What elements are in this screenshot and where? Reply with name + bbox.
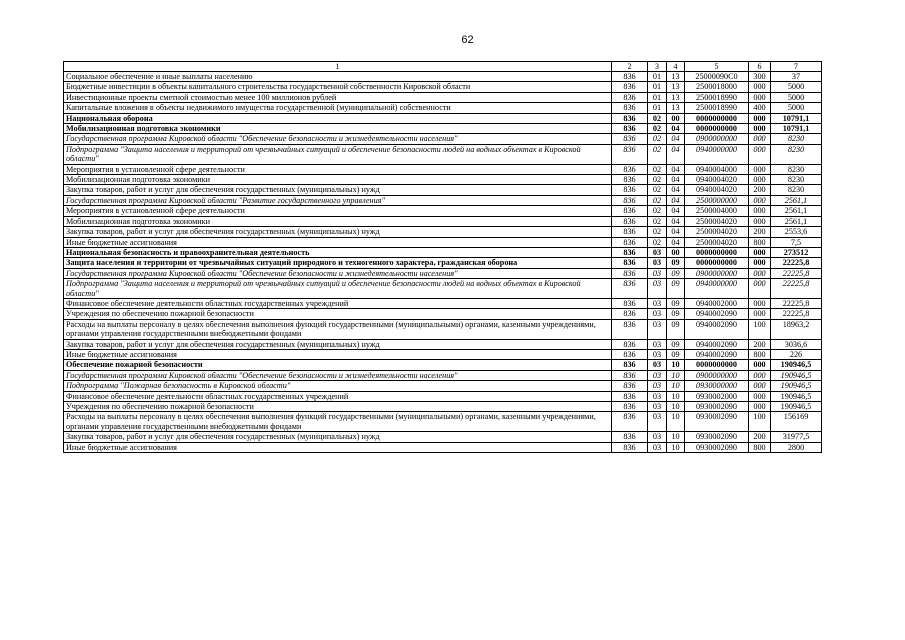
table-row [64,391,822,401]
table-row [64,134,822,144]
row-podrazdel-cell: 09 [667,339,685,349]
row-amount-cell: 2800 [771,442,822,452]
row-name-cell: Подпрограмма "Защита населения и территорий от чрезвычайных ситуаций и обеспечение безопасности людей на водных объектах в Кировской области" [64,279,612,299]
row-vedomstvo-cell: 836 [612,247,648,257]
row-target-article-cell: 0940002090 [685,319,749,339]
row-podrazdel-cell: 09 [667,298,685,308]
row-podrazdel-cell: 13 [667,92,685,102]
row-amount-cell: 7,5 [771,237,822,247]
row-target-article-cell: 0940000000 [685,144,749,164]
row-amount-cell: 156169 [771,412,822,432]
row-razdel-cell: 02 [648,175,667,185]
row-target-article-cell: 2500018990 [685,103,749,113]
table-row [64,185,822,195]
row-vedomstvo-cell: 836 [612,195,648,205]
row-vedomstvo-cell: 836 [612,258,648,268]
row-target-article-cell: 2500018000 [685,82,749,92]
row-name-cell: Подпрограмма "Защита населения и территорий от чрезвычайных ситуаций и обеспечение безопасности людей на водных объектах в Кировской области" [64,144,612,164]
row-expense-type-cell: 200 [749,432,771,442]
row-podrazdel-cell: 10 [667,442,685,452]
row-target-article-cell: 0900000000 [685,370,749,380]
row-amount-cell: 2561,1 [771,195,822,205]
row-name-cell: Иные бюджетные ассигнования [64,349,612,359]
row-podrazdel-cell: 04 [667,185,685,195]
column-header: 3 [648,62,667,72]
row-target-article-cell: 0940000000 [685,279,749,299]
row-podrazdel-cell: 09 [667,279,685,299]
row-target-article-cell: 2500004020 [685,227,749,237]
row-podrazdel-cell: 10 [667,381,685,391]
row-expense-type-cell: 000 [749,268,771,278]
column-header: 6 [749,62,771,72]
row-razdel-cell: 02 [648,113,667,123]
row-vedomstvo-cell: 836 [612,298,648,308]
row-vedomstvo-cell: 836 [612,309,648,319]
row-vedomstvo-cell: 836 [612,381,648,391]
row-podrazdel-cell: 00 [667,247,685,257]
row-target-article-cell: 0000000000 [685,258,749,268]
row-expense-type-cell: 800 [749,349,771,359]
row-amount-cell: 37 [771,72,822,82]
row-expense-type-cell: 000 [749,279,771,299]
table-row [64,195,822,205]
row-vedomstvo-cell: 836 [612,164,648,174]
row-target-article-cell: 0000000000 [685,360,749,370]
row-name-cell: Мероприятия в установленной сфере деятельности [64,206,612,216]
row-podrazdel-cell: 13 [667,72,685,82]
row-podrazdel-cell: 09 [667,268,685,278]
row-razdel-cell: 03 [648,442,667,452]
row-expense-type-cell: 000 [749,381,771,391]
table-row [64,268,822,278]
table-row [64,237,822,247]
row-amount-cell: 8230 [771,144,822,164]
table-row [64,412,822,432]
row-name-cell: Расходы на выплаты персоналу в целях обеспечения выполнения функций государственными (муниципальными) органами, казенными учреждениями, органами управления государственными внебюджетными фондами [64,412,612,432]
row-target-article-cell: 0930002000 [685,391,749,401]
row-expense-type-cell: 000 [749,360,771,370]
row-name-cell: Мероприятия в установленной сфере деятельности [64,164,612,174]
row-amount-cell: 190946,5 [771,391,822,401]
row-target-article-cell: 0900000000 [685,268,749,278]
table-row [64,206,822,216]
row-target-article-cell: 2500004000 [685,206,749,216]
row-amount-cell: 22225,8 [771,279,822,299]
row-podrazdel-cell: 04 [667,237,685,247]
row-vedomstvo-cell: 836 [612,134,648,144]
row-razdel-cell: 03 [648,268,667,278]
row-target-article-cell: 0000000000 [685,247,749,257]
table-row [64,402,822,412]
row-name-cell: Социальное обеспечение и иные выплаты населению [64,72,612,82]
row-podrazdel-cell: 04 [667,124,685,134]
row-podrazdel-cell: 04 [667,206,685,216]
row-target-article-cell: 0940004020 [685,175,749,185]
row-amount-cell: 22225,8 [771,268,822,278]
table-row [64,92,822,102]
table-row [64,319,822,339]
row-expense-type-cell: 200 [749,185,771,195]
row-vedomstvo-cell: 836 [612,370,648,380]
column-header: 7 [771,62,822,72]
row-razdel-cell: 03 [648,279,667,299]
row-name-cell: Закупка товаров, работ и услуг для обеспечения государственных (муниципальных) нужд [64,227,612,237]
row-target-article-cell: 0930002090 [685,442,749,452]
row-vedomstvo-cell: 836 [612,402,648,412]
row-target-article-cell: 0900000000 [685,134,749,144]
row-vedomstvo-cell: 836 [612,432,648,442]
page-number: 62 [461,34,474,46]
row-name-cell: Мобилизационная подготовка экономики [64,216,612,226]
row-razdel-cell: 02 [648,134,667,144]
row-name-cell: Защита населения и территории от чрезвычайных ситуаций природного и техногенного характера, гражданская оборона [64,258,612,268]
row-podrazdel-cell: 13 [667,103,685,113]
row-expense-type-cell: 800 [749,237,771,247]
row-vedomstvo-cell: 836 [612,206,648,216]
table-row [64,370,822,380]
row-razdel-cell: 03 [648,412,667,432]
row-amount-cell: 10791,1 [771,124,822,134]
row-razdel-cell: 02 [648,237,667,247]
table-row [64,279,822,299]
row-name-cell: Инвестиционные проекты сметной стоимостью менее 100 миллионов рублей [64,92,612,102]
row-amount-cell: 5000 [771,103,822,113]
row-razdel-cell: 03 [648,258,667,268]
row-name-cell: Иные бюджетные ассигнования [64,442,612,452]
row-amount-cell: 273512 [771,247,822,257]
budget-table [63,61,822,453]
row-amount-cell: 18963,2 [771,319,822,339]
row-podrazdel-cell: 13 [667,82,685,92]
row-razdel-cell: 03 [648,360,667,370]
row-name-cell: Иные бюджетные ассигнования [64,237,612,247]
row-expense-type-cell: 200 [749,339,771,349]
row-amount-cell: 8230 [771,134,822,144]
row-target-article-cell: 2500018990 [685,92,749,102]
row-target-article-cell: 0000000000 [685,113,749,123]
row-amount-cell: 190946,5 [771,370,822,380]
column-header: 1 [64,62,612,72]
row-amount-cell: 22225,8 [771,309,822,319]
row-expense-type-cell: 400 [749,103,771,113]
row-razdel-cell: 03 [648,309,667,319]
row-vedomstvo-cell: 836 [612,319,648,339]
row-expense-type-cell: 000 [749,113,771,123]
row-razdel-cell: 03 [648,247,667,257]
row-name-cell: Мобилизационная подготовка экономики [64,175,612,185]
row-razdel-cell: 01 [648,103,667,113]
row-podrazdel-cell: 10 [667,412,685,432]
row-podrazdel-cell: 10 [667,360,685,370]
row-razdel-cell: 03 [648,370,667,380]
table-row [64,103,822,113]
row-razdel-cell: 01 [648,82,667,92]
row-vedomstvo-cell: 836 [612,268,648,278]
row-amount-cell: 190946,5 [771,402,822,412]
row-razdel-cell: 03 [648,391,667,401]
row-razdel-cell: 02 [648,144,667,164]
row-target-article-cell: 2500004020 [685,237,749,247]
column-header-row [64,62,822,72]
row-amount-cell: 2561,1 [771,216,822,226]
row-amount-cell: 226 [771,349,822,359]
row-podrazdel-cell: 09 [667,258,685,268]
table-row [64,175,822,185]
row-podrazdel-cell: 04 [667,216,685,226]
row-podrazdel-cell: 04 [667,164,685,174]
row-expense-type-cell: 000 [749,298,771,308]
row-expense-type-cell: 000 [749,195,771,205]
row-name-cell: Расходы на выплаты персоналу в целях обеспечения выполнения функций государственными (муниципальными) органами, казенными учреждениями, органами управления государственными внебюджетными фондами [64,319,612,339]
table-row [64,227,822,237]
row-target-article-cell: 0940002000 [685,298,749,308]
row-vedomstvo-cell: 836 [612,124,648,134]
row-amount-cell: 8230 [771,175,822,185]
row-target-article-cell: 0930002090 [685,412,749,432]
row-expense-type-cell: 000 [749,164,771,174]
row-expense-type-cell: 200 [749,227,771,237]
row-razdel-cell: 02 [648,195,667,205]
row-amount-cell: 5000 [771,92,822,102]
row-name-cell: Государственная программа Кировской области "Обеспечение безопасности и жизнедеятельности населения" [64,370,612,380]
row-amount-cell: 22225,8 [771,258,822,268]
row-target-article-cell: 2500000000 [685,195,749,205]
row-podrazdel-cell: 10 [667,370,685,380]
row-name-cell: Национальная оборона [64,113,612,123]
row-vedomstvo-cell: 836 [612,92,648,102]
table-row [64,113,822,123]
row-name-cell: Государственная программа Кировской области "Развитие государственного управления" [64,195,612,205]
row-amount-cell: 31977,5 [771,432,822,442]
table-row [64,82,822,92]
row-razdel-cell: 02 [648,227,667,237]
row-amount-cell: 22225,8 [771,298,822,308]
row-vedomstvo-cell: 836 [612,360,648,370]
row-expense-type-cell: 000 [749,391,771,401]
table-row [64,360,822,370]
row-vedomstvo-cell: 836 [612,412,648,432]
row-vedomstvo-cell: 836 [612,82,648,92]
row-name-cell: Финансовое обеспечение деятельности областных государственных учреждений [64,391,612,401]
row-vedomstvo-cell: 836 [612,391,648,401]
row-amount-cell: 2561,1 [771,206,822,216]
table-row [64,144,822,164]
row-vedomstvo-cell: 836 [612,349,648,359]
row-podrazdel-cell: 10 [667,432,685,442]
row-name-cell: Государственная программа Кировской области "Обеспечение безопасности и жизнедеятельности населения" [64,134,612,144]
table-row [64,124,822,134]
row-podrazdel-cell: 04 [667,134,685,144]
table-row [64,442,822,452]
row-razdel-cell: 02 [648,216,667,226]
table-row [64,216,822,226]
row-expense-type-cell: 000 [749,402,771,412]
row-vedomstvo-cell: 836 [612,227,648,237]
row-name-cell: Бюджетные инвестиции в объекты капитального строительства государственной собственности Кировской области [64,82,612,92]
table-row [64,349,822,359]
table-row [64,298,822,308]
row-target-article-cell: 0940004020 [685,185,749,195]
row-name-cell: Обеспечение пожарной безопасности [64,360,612,370]
row-expense-type-cell: 000 [749,309,771,319]
row-vedomstvo-cell: 836 [612,72,648,82]
row-name-cell: Учреждения по обеспечению пожарной безопасности [64,309,612,319]
table-row [64,309,822,319]
row-razdel-cell: 01 [648,72,667,82]
row-razdel-cell: 02 [648,185,667,195]
row-target-article-cell: 0930002090 [685,432,749,442]
row-target-article-cell: 25000090С0 [685,72,749,82]
row-expense-type-cell: 000 [749,247,771,257]
row-amount-cell: 8230 [771,164,822,174]
row-vedomstvo-cell: 836 [612,144,648,164]
row-razdel-cell: 02 [648,206,667,216]
row-target-article-cell: 0940002090 [685,349,749,359]
row-name-cell: Подпрограмма "Пожарная безопасность в Кировской области" [64,381,612,391]
table-row [64,432,822,442]
row-podrazdel-cell: 09 [667,349,685,359]
row-vedomstvo-cell: 836 [612,442,648,452]
row-target-article-cell: 2500004020 [685,216,749,226]
row-target-article-cell: 0930002090 [685,402,749,412]
table-row [64,381,822,391]
row-podrazdel-cell: 09 [667,319,685,339]
row-target-article-cell: 0940002090 [685,339,749,349]
row-name-cell: Финансовое обеспечение деятельности областных государственных учреждений [64,298,612,308]
row-razdel-cell: 03 [648,319,667,339]
row-amount-cell: 190946,5 [771,381,822,391]
row-podrazdel-cell: 09 [667,309,685,319]
row-expense-type-cell: 000 [749,124,771,134]
row-amount-cell: 10791,1 [771,113,822,123]
row-vedomstvo-cell: 836 [612,185,648,195]
row-razdel-cell: 03 [648,432,667,442]
row-name-cell: Закупка товаров, работ и услуг для обеспечения государственных (муниципальных) нужд [64,339,612,349]
row-expense-type-cell: 100 [749,412,771,432]
row-target-article-cell: 0940004000 [685,164,749,174]
row-razdel-cell: 03 [648,339,667,349]
row-expense-type-cell: 000 [749,370,771,380]
row-vedomstvo-cell: 836 [612,237,648,247]
row-vedomstvo-cell: 836 [612,279,648,299]
row-expense-type-cell: 000 [749,82,771,92]
row-expense-type-cell: 800 [749,442,771,452]
row-expense-type-cell: 000 [749,216,771,226]
row-name-cell: Государственная программа Кировской области "Обеспечение безопасности и жизнедеятельности населения" [64,268,612,278]
column-header: 4 [667,62,685,72]
row-podrazdel-cell: 00 [667,113,685,123]
row-amount-cell: 5000 [771,82,822,92]
row-amount-cell: 190946,5 [771,360,822,370]
table-row [64,247,822,257]
row-amount-cell: 2553,6 [771,227,822,237]
row-expense-type-cell: 100 [749,319,771,339]
row-podrazdel-cell: 04 [667,144,685,164]
row-vedomstvo-cell: 836 [612,103,648,113]
row-razdel-cell: 03 [648,298,667,308]
column-header: 2 [612,62,648,72]
row-podrazdel-cell: 04 [667,227,685,237]
row-target-article-cell: 0940002090 [685,309,749,319]
row-vedomstvo-cell: 836 [612,175,648,185]
row-expense-type-cell: 000 [749,134,771,144]
row-amount-cell: 8230 [771,185,822,195]
row-expense-type-cell: 000 [749,258,771,268]
row-razdel-cell: 01 [648,92,667,102]
row-podrazdel-cell: 10 [667,402,685,412]
row-expense-type-cell: 000 [749,206,771,216]
row-name-cell: Мобилизационная подготовка экономики [64,124,612,134]
row-amount-cell: 3036,6 [771,339,822,349]
row-podrazdel-cell: 04 [667,195,685,205]
row-name-cell: Капитальные вложения в объекты недвижимого имущества государственной (муниципальной) собственности [64,103,612,113]
row-razdel-cell: 02 [648,124,667,134]
row-expense-type-cell: 000 [749,92,771,102]
table-row [64,164,822,174]
row-name-cell: Национальная безопасность и правоохранительная деятельность [64,247,612,257]
row-razdel-cell: 03 [648,381,667,391]
row-expense-type-cell: 000 [749,175,771,185]
row-name-cell: Учреждения по обеспечению пожарной безопасности [64,402,612,412]
row-podrazdel-cell: 10 [667,391,685,401]
table-row [64,339,822,349]
row-razdel-cell: 02 [648,164,667,174]
table-row [64,72,822,82]
row-target-article-cell: 0000000000 [685,124,749,134]
row-name-cell: Закупка товаров, работ и услуг для обеспечения государственных (муниципальных) нужд [64,432,612,442]
row-expense-type-cell: 000 [749,144,771,164]
column-header: 5 [685,62,749,72]
row-vedomstvo-cell: 836 [612,113,648,123]
row-razdel-cell: 03 [648,402,667,412]
row-razdel-cell: 03 [648,349,667,359]
row-vedomstvo-cell: 836 [612,216,648,226]
row-podrazdel-cell: 04 [667,175,685,185]
row-vedomstvo-cell: 836 [612,339,648,349]
row-expense-type-cell: 300 [749,72,771,82]
table-row [64,258,822,268]
row-name-cell: Закупка товаров, работ и услуг для обеспечения государственных (муниципальных) нужд [64,185,612,195]
row-target-article-cell: 0930000000 [685,381,749,391]
